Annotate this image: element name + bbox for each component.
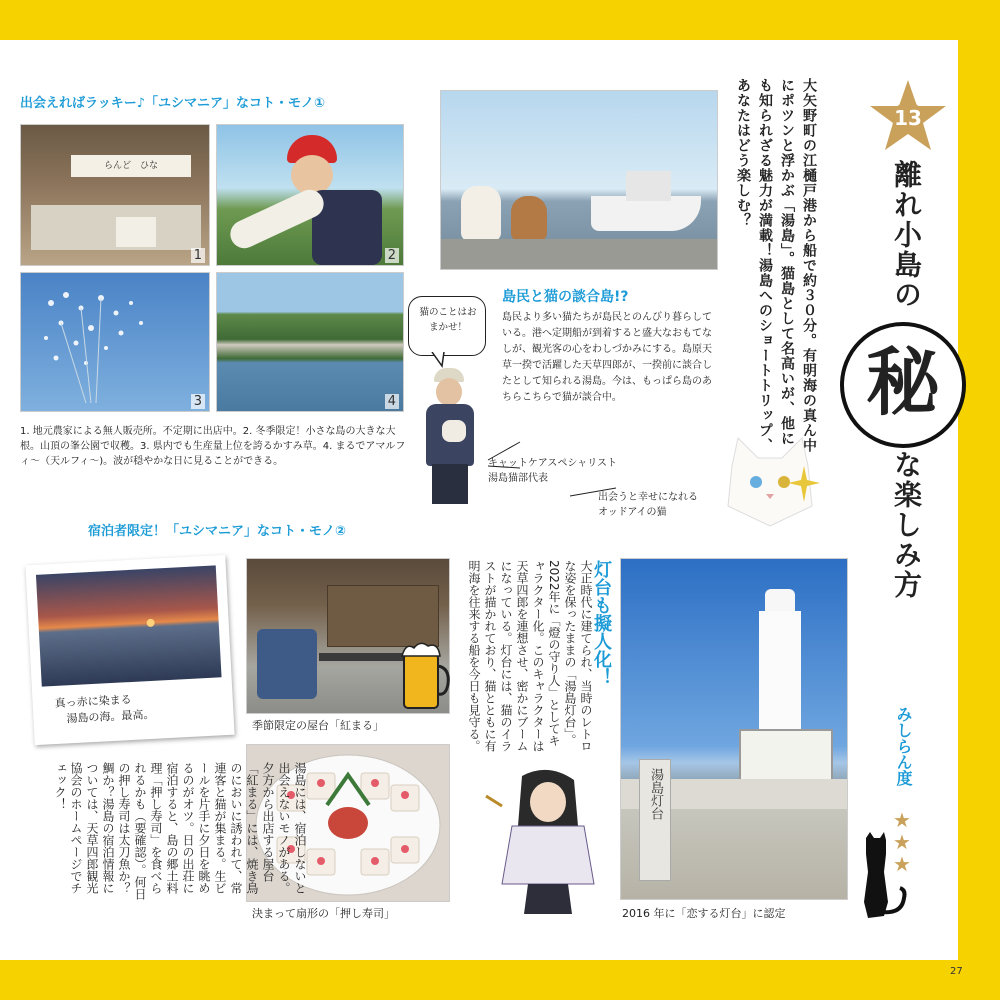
brown-cat (511, 196, 547, 241)
lighthouse-pillar (639, 759, 671, 881)
sun (146, 619, 154, 627)
photo-kasumi-flowers (20, 272, 210, 412)
beer-mug-icon (400, 640, 452, 712)
camp-chair (257, 629, 317, 699)
section1-caption: 1. 地元農家による無人販売所。不定期に出店中。2. 冬季限定！小さな島の大きな大根。山頂の峯公園で収穫。3. 県内でも生産量上位を誇るかすみ草。4. まるでアマルフィ〜（天ルフィ〜)。波が穏やかな日に見ることができる。 (20, 426, 406, 467)
fishing-boat (591, 196, 701, 231)
black-cat-icon (858, 832, 910, 922)
photo-boy-daikon (216, 124, 404, 266)
photo-lighthouse (620, 558, 848, 900)
lighthouse-character (482, 766, 614, 916)
polaroid-caption: 真っ赤に染まる 湯島の海。最高。 (54, 692, 155, 726)
odd-eye-caption: 出会うと幸せになれる オッドアイの猫 (598, 492, 698, 518)
specialist-caption: キャットケアスペシャリスト 湯島猫部代表 (488, 458, 617, 484)
stand-sign: らんど ひな (71, 155, 191, 177)
speech-bubble-text: 猫のことはおまかせ！ (419, 307, 477, 333)
section1-heading: 出会えればラッキー♪「ユシマニア」なコト・モノ① (20, 96, 325, 111)
sparkle-icon (786, 462, 822, 506)
stall-shelves (327, 585, 439, 647)
main-title-top: 離れ小島の (890, 160, 923, 310)
photo-amalfi-view (216, 272, 404, 412)
section2-heading: 宿泊者限定！「ユシマニア」なコト・モノ② (88, 524, 346, 539)
number-badge (868, 78, 948, 154)
specialist-person (420, 368, 484, 508)
page-number: 27 (950, 966, 963, 977)
lighthouse-body: 大正時代に建てられ、当時のレトロな姿を保ったままの「湯島灯台」。2022年に「燈の守り人」としてキャラクター化。このキャラクターは天草四郎を連想させ、密かにブームになっている。灯台には、猫のイラストが描かれており、猫とともに有明海を往来する船を今日も見守る。 (467, 560, 593, 752)
speech-bubble-tail (430, 352, 450, 368)
person-face (436, 378, 462, 406)
cats-body: 島民より多い猫たちが島民とのんびり暮らしている。港へ定期船が到着すると盛大なおもてなしが、観光客の心をわしづかみにする。島原天草一揆で活躍した天草四郎が、一揆前に談合したとして知られる湯島。今は、もっぱら島のあちらこちらで猫が談合中。 (502, 312, 712, 403)
white-cat (461, 186, 501, 241)
secret-circle (840, 322, 966, 448)
lighthouse-character-drawing (482, 766, 614, 916)
lighthouse-lamp (765, 589, 795, 611)
photo-cats-harbor (440, 90, 718, 270)
rating-stars: ★★★ (890, 808, 914, 874)
cats-heading: 島民と猫の談合島!? (502, 289, 629, 305)
lighthouse-caption: 2016 年に「恋する灯台」に認定 (622, 907, 786, 920)
sushi-caption: 決まって扇形の「押し寿司」 (252, 907, 395, 920)
polaroid-sunset-photo (36, 565, 222, 686)
main-title-bottom: な楽しみ方 (890, 450, 923, 600)
harbor-pier (441, 239, 717, 269)
stand-daikon (116, 217, 156, 247)
rating-label: みしらん度 (894, 706, 913, 786)
lighthouse-heading: 灯台も擬人化！ (591, 560, 612, 686)
intro-text: 大矢野町の江樋戸港から船で約３０分。有明海の真ん中にポツンと浮かぶ「湯島」。猫島として名高いが、他にも知られざる魅力が満載！湯島へのショートトリップ、あなたはどう楽しむ？ (735, 78, 817, 453)
badge-number: 13 (894, 106, 922, 130)
photo-number-3: 3 (191, 394, 205, 409)
pillar-text: 湯島灯台 (648, 768, 663, 820)
section2-body: 湯島には、宿泊しないと出会えないモノがある。夕方から出店する屋台「紅まる」には、焼き鳥のにおいに誘われて、常連客と猫が集まる。生ビールを片手に夕日を眺めるのがオツ。日の出荘に宿泊すると、島の郷土料理「押し寿司」を食べられるかも（要確認）。何日の押し寿司は太刀魚か？鯛か？湯島の宿泊情報については、天草四郎観光協会のホームページでチェック！ (53, 762, 307, 900)
photo-unmanned-stand (20, 124, 210, 266)
secret-kanji: 秘 (866, 340, 940, 426)
person-legs (432, 464, 468, 504)
photo-number-4: 4 (385, 394, 399, 409)
speech-bubble (408, 296, 486, 356)
yatai-caption: 季節限定の屋台「紅まる」 (252, 719, 384, 732)
polaroid-frame (25, 555, 234, 745)
held-cat (442, 420, 466, 442)
photo-number-1: 1 (191, 248, 205, 263)
boat-cabin (626, 171, 671, 201)
photo-number-2: 2 (385, 248, 399, 263)
kasumi-dots (21, 273, 209, 411)
